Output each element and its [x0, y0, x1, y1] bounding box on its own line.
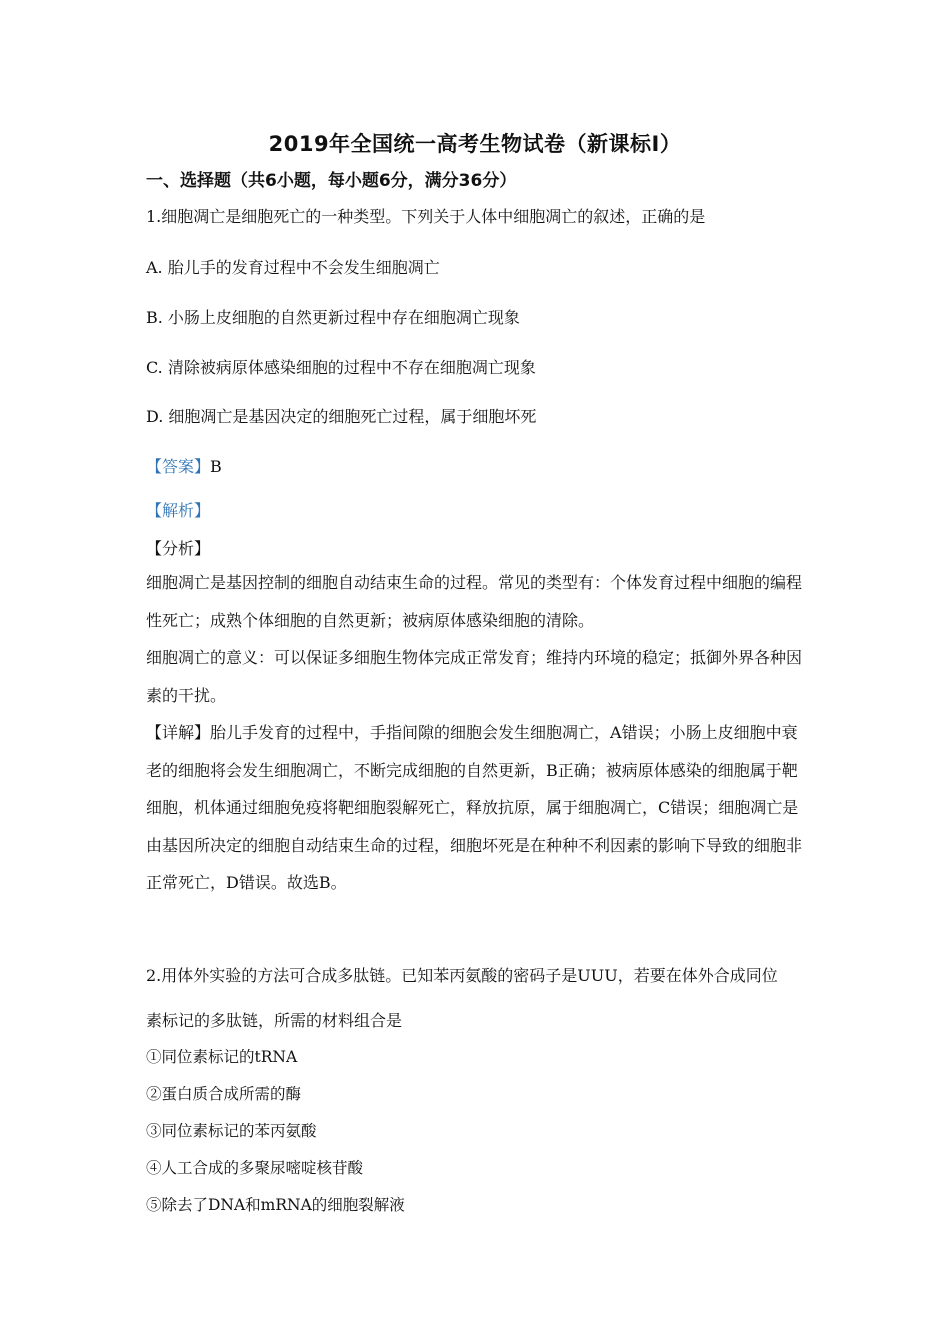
detail-paragraph [146, 714, 810, 902]
document-title: 2019年全国统一高考生物试卷（新课标Ⅰ） [268, 132, 682, 156]
detail-label: 【详解】 [146, 723, 211, 742]
fenxi-paragraph-1: 细胞凋亡是基因控制的细胞自动结束生命的过程。常见的类型有：个体发育过程中细胞的编程性死亡；成熟个体细胞的自然更新；被病原体感染细胞的清除。 [146, 573, 803, 630]
option-d: D. 细胞凋亡是基因决定的细胞死亡过程，属于细胞坏死 [146, 407, 537, 426]
fenxi-paragraph-2: 细胞凋亡的意义：可以保证多细胞生物体完成正常发育；维持内环境的稳定；抵御外界各种因素的干扰。 [146, 648, 803, 705]
q2-item-5: ⑤除去了DNA和mRNA的细胞裂解液 [146, 1196, 405, 1214]
detail-text: 胎儿手发育的过程中，手指间隙的细胞会发生细胞凋亡，A错误；小肠上皮细胞中衰老的细胞将会发生细胞凋亡，不断完成细胞的自然更新，B正确；被病原体感染的细胞属于靶细胞，机体通过细胞免疫将靶细胞裂解死亡，释放抗原，属于细胞凋亡，C错误；细胞凋亡是由基因所决定的细胞自动结束生命的过程，细胞坏死是在种种不利因素的影响下导致的细胞非正常死亡，D错误。故选B。 [146, 723, 803, 892]
question-1-stem: 1.细胞凋亡是细胞死亡的一种类型。下列关于人体中细胞凋亡的叙述，正确的是 [146, 207, 706, 226]
q2-item-2: ②蛋白质合成所需的酶 [146, 1085, 302, 1103]
q2-item-3: ③同位素标记的苯丙氨酸 [146, 1122, 317, 1140]
option-c: C. 清除被病原体感染细胞的过程中不存在细胞凋亡现象 [146, 358, 536, 377]
question-2-stem-line-1: 2.用体外实验的方法可合成多肽链。已知苯丙氨酸的密码子是UUU，若要在体外合成同位 [146, 966, 778, 985]
section-heading: 一、选择题（共6小题，每小题6分，满分36分） [146, 171, 517, 191]
fenxi-label: 【分析】 [146, 539, 211, 558]
analysis-label: 【解析】 [146, 501, 211, 520]
answer-value: B [210, 457, 222, 476]
question-2-stem-line-2: 素标记的多肽链，所需的材料组合是 [146, 1011, 403, 1030]
q2-item-1: ①同位素标记的tRNA [146, 1048, 298, 1066]
answer-line [146, 454, 222, 477]
option-a: A. 胎儿手的发育过程中不会发生细胞凋亡 [146, 258, 440, 277]
q2-item-4: ④人工合成的多聚尿嘧啶核苷酸 [146, 1159, 364, 1177]
answer-label: 【答案】 [146, 457, 211, 476]
option-b: B. 小肠上皮细胞的自然更新过程中存在细胞凋亡现象 [146, 308, 520, 327]
